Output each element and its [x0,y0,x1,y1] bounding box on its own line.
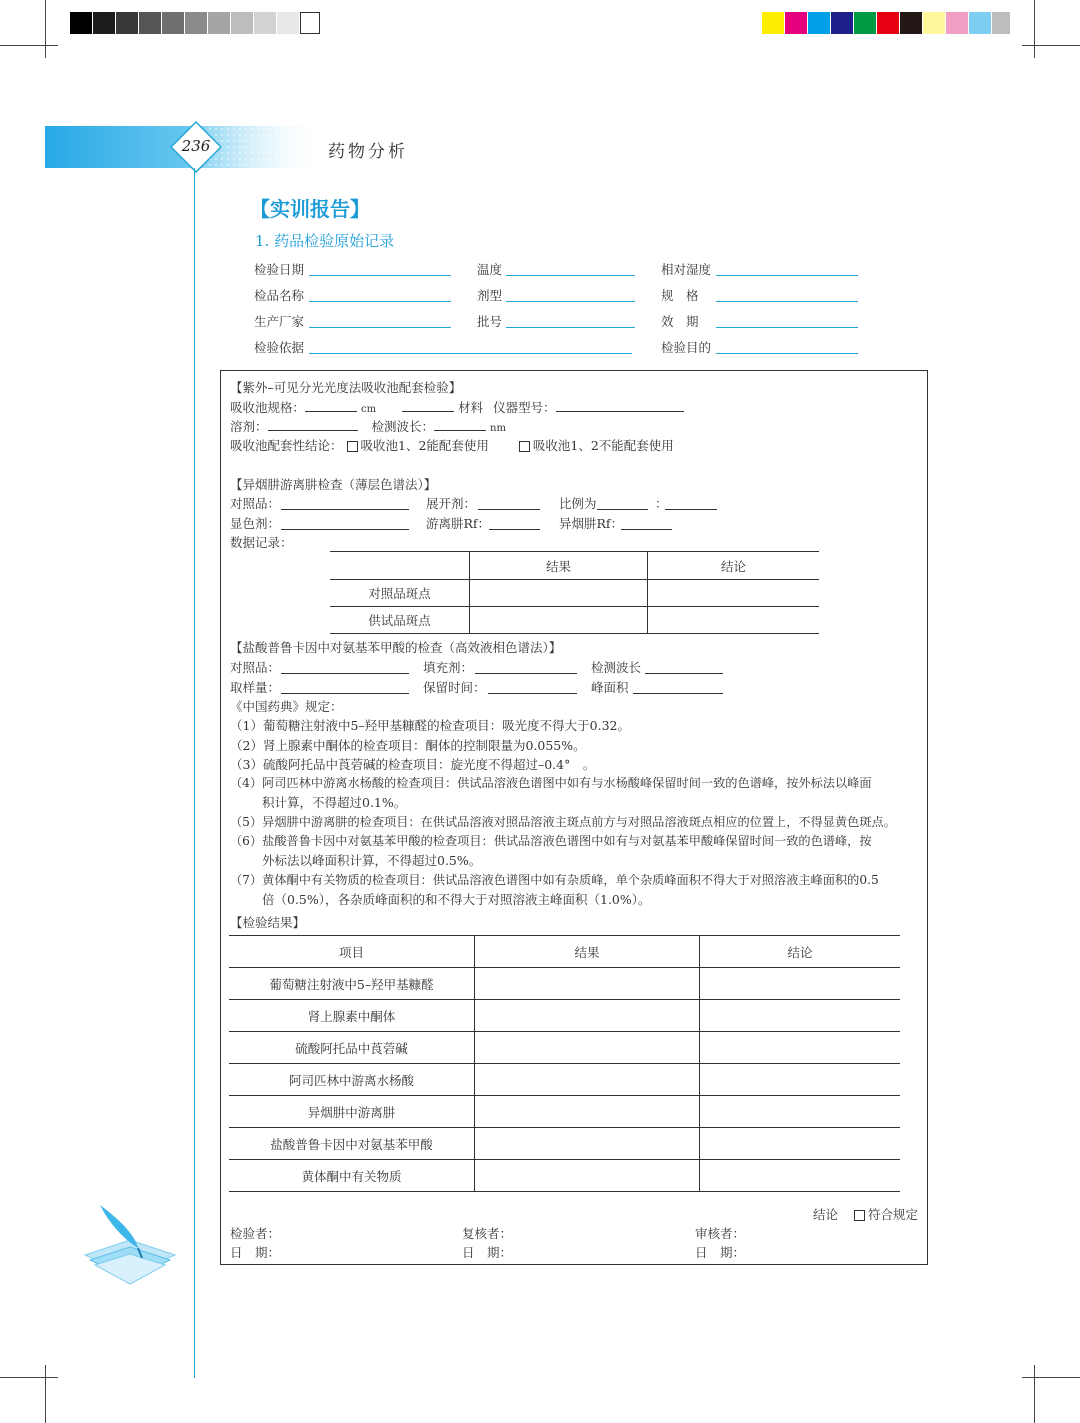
manufacturer-field[interactable] [309,327,451,328]
table-cell[interactable] [648,580,820,607]
rule-item: （2）肾上腺素中酮体的检查项目：酮体的控制限量为0.055%。 [230,738,586,753]
material-label: 材料 [458,400,484,415]
table-cell[interactable] [700,1128,901,1160]
table-row [229,968,900,1000]
tlc-ratio-label: 比例为 [559,496,597,511]
rule-item: （1）葡萄糖注射液中5–羟甲基糠醛的检查项目：吸光度不得大于0.32。 [230,718,630,733]
wavelength-label: 检测波长： [371,419,435,434]
table-cell[interactable] [700,1032,901,1064]
tlc-color-agent-label: 显色剂： [230,516,281,531]
label-humidity: 相对湿度 [661,262,712,277]
label-product-name: 检品名称 [254,288,305,303]
result-item: 肾上腺素中酮体 [229,1000,475,1032]
batch-field[interactable] [506,327,635,328]
tlc-data-table [330,551,819,634]
result-item: 黄体酮中有关物质 [229,1160,475,1192]
label-basis: 检验依据 [254,340,305,355]
table-cell[interactable] [475,968,700,1000]
table-cell[interactable] [470,607,648,634]
book-illustration [80,1200,180,1290]
option1-label: 吸收池1、2能配套使用 [360,438,489,453]
cm-unit: cm [361,404,377,415]
page-number: 236 [181,137,211,155]
table-header: 结论 [720,558,746,574]
hplc-packing-field[interactable] [475,673,577,674]
result-item: 葡萄糖注射液中5–羟甲基糠醛 [229,968,475,1000]
hplc-heading: 【盐酸普鲁卡因中对氨基苯甲酸的检查（高效液相色谱法）】 [230,640,562,655]
results-table [229,935,900,1192]
table-row [229,1000,900,1032]
conforms-checkbox[interactable] [854,1210,865,1221]
label-temperature: 温度 [477,262,503,277]
option2-label: 吸收池1、2不能配套使用 [532,438,674,453]
label-date: 检验日期 [254,262,305,277]
table-cell[interactable] [475,1160,700,1192]
report-title: 【实训报告】 [250,197,370,221]
spec-field[interactable] [716,301,858,302]
free-hydrazine-rf-label: 游离肼Rf： [426,516,491,531]
humidity-field[interactable] [716,275,858,276]
material-field[interactable] [402,399,454,412]
label-expiry: 效 期 [661,314,699,329]
solvent-field[interactable] [268,418,358,431]
reviewer-label: 复核者： [462,1226,513,1241]
table-cell[interactable] [475,1000,700,1032]
conclusion-label: 吸收池配套性结论： [230,438,343,453]
table-cell[interactable] [648,607,820,634]
expiry-field[interactable] [716,327,858,328]
tlc-reference-field[interactable] [281,509,409,510]
table-row [229,1032,900,1064]
conclusion-label: 结论 [813,1207,839,1222]
tlc-ratio-colon: ： [655,496,668,511]
table-row [330,552,819,580]
footer-conclusion [813,1205,918,1223]
hplc-sample-label: 取样量： [230,680,281,695]
rule-item: （7）黄体酮中有关物质的检查项目：供试品溶液色谱图中如有杂质峰，单个杂质峰面积不得大于对照溶液主峰面积的0.5 [230,873,879,887]
margin-rule [194,168,195,1378]
result-item: 阿司匹林中游离水杨酸 [229,1064,475,1096]
table-row [229,1064,900,1096]
wavelength-field[interactable] [434,418,486,431]
table-header: 项目 [229,936,475,968]
table-cell[interactable] [470,580,648,607]
hplc-retention-label: 保留时间： [423,680,486,695]
tlc-color-agent-field[interactable] [281,529,409,530]
label-purpose: 检验目的 [661,340,712,355]
result-item: 异烟肼中游离肼 [229,1096,475,1128]
rule-item-continued: 倍（0.5%），各杂质峰面积的和不得大于对照溶液主峰面积（1.0%）。 [262,892,651,907]
table-row [229,1096,900,1128]
instrument-label: 仪器型号： [493,400,556,415]
cell-spec-label: 吸收池规格： [230,400,306,415]
auditor-date-label: 日 期： [695,1245,746,1260]
auditor-label: 审核者： [695,1226,746,1241]
table-cell[interactable] [700,968,901,1000]
product-name-field[interactable] [309,301,451,302]
tlc-developer-label: 展开剂： [426,496,477,511]
hplc-reference-field[interactable] [281,673,409,674]
tlc-reference-label: 对照品： [230,496,281,511]
free-hydrazine-rf-field[interactable] [489,529,540,530]
table-header: 结论 [787,944,813,960]
label-batch: 批号 [477,314,503,329]
purpose-field[interactable] [716,353,858,354]
rule-item-continued: 外标法以峰面积计算，不得超过0.5%。 [262,853,482,868]
section-heading: 1. 药品检验原始记录 [255,232,395,250]
table-row [229,1160,900,1192]
tlc-ratio-field-2[interactable] [665,509,717,510]
label-spec: 规 格 [661,288,699,303]
instrument-field[interactable] [556,399,684,412]
inspector-date-label: 日 期： [230,1245,281,1260]
table-cell[interactable] [475,1096,700,1128]
hplc-wavelength-field[interactable] [645,673,723,674]
table-cell[interactable] [700,1160,901,1192]
table-header: 结果 [470,552,648,580]
results-heading: 【检验结果】 [230,915,306,930]
table-cell [330,552,470,580]
data-record-label: 数据记录： [230,535,293,550]
hplc-wavelength-label: 检测波长 [591,660,642,675]
table-header: 结果 [475,936,700,968]
table-cell[interactable] [700,1096,901,1128]
date-field[interactable] [309,275,451,276]
uv-row-1 [230,398,684,416]
table-row [330,607,819,634]
hplc-packing-label: 填充剂： [423,660,474,675]
table-row [330,580,819,607]
solvent-label: 溶剂： [230,419,268,434]
temperature-field[interactable] [506,275,635,276]
table-cell[interactable] [700,1000,901,1032]
nm-unit: nm [490,423,506,434]
table-row-label: 对照品斑点 [330,580,470,607]
hplc-peak-area-label: 峰面积 [591,680,629,695]
table-row [229,1128,900,1160]
book-title: 药物分析 [328,142,408,162]
rule-item: （4）阿司匹林中游离水杨酸的检查项目：供试品溶液色谱图中如有与水杨酸峰保留时间一致的色谱峰，按外标法以峰面 [230,776,872,790]
uv-heading: 【紫外–可见分光光度法吸收池配套检验】 [230,380,462,395]
table-cell[interactable] [475,1032,700,1064]
table-cell[interactable] [475,1128,700,1160]
isoniazid-rf-field[interactable] [621,529,672,530]
tlc-ratio-field-1[interactable] [597,509,648,510]
cell-spec-field[interactable] [305,399,357,412]
pharmacopoeia-intro: 《中国药典》规定： [230,699,343,714]
rule-item: （3）硫酸阿托品中莨菪碱的检查项目：旋光度不得超过–0.4° 。 [230,757,596,772]
option1-checkbox[interactable] [347,441,358,452]
table-row [229,936,900,968]
basis-field[interactable] [309,353,632,354]
reviewer-date-label: 日 期： [462,1245,513,1260]
rule-item: （6）盐酸普鲁卡因中对氨基苯甲酸的检查项目：供试品溶液色谱图中如有与对氨基苯甲酸峰保留时间一致的色谱峰，按 [230,834,872,848]
hplc-peak-area-field[interactable] [633,693,723,694]
result-item: 盐酸普鲁卡因中对氨基苯甲酸 [229,1128,475,1160]
label-dosage-form: 剂型 [477,288,503,303]
table-row-label: 供试品斑点 [330,607,470,634]
tlc-developer-field[interactable] [478,509,540,510]
isoniazid-rf-label: 异烟肼Rf： [559,516,624,531]
table-cell[interactable] [475,1064,700,1096]
conforms-label: 符合规定 [868,1207,919,1222]
option2-checkbox[interactable] [519,441,530,452]
rule-item: （5）异烟肼中游离肼的检查项目：在供试品溶液对照品溶液主斑点前方与对照品溶液斑点相应的位置上，不得显黄色斑点。 [230,815,896,829]
table-cell[interactable] [700,1064,901,1096]
uv-row-3 [230,436,674,454]
inspector-label: 检验者： [230,1226,281,1241]
hplc-reference-label: 对照品： [230,660,281,675]
label-manufacturer: 生产厂家 [254,314,305,329]
hplc-retention-field[interactable] [488,693,577,694]
hplc-sample-field[interactable] [281,693,409,694]
rule-item-continued: 积计算，不得超过0.1%。 [262,795,407,810]
uv-row-2 [230,417,506,435]
result-item: 硫酸阿托品中莨菪碱 [229,1032,475,1064]
tlc-heading: 【异烟肼游离肼检查（薄层色谱法）】 [230,477,437,492]
dosage-form-field[interactable] [506,301,635,302]
